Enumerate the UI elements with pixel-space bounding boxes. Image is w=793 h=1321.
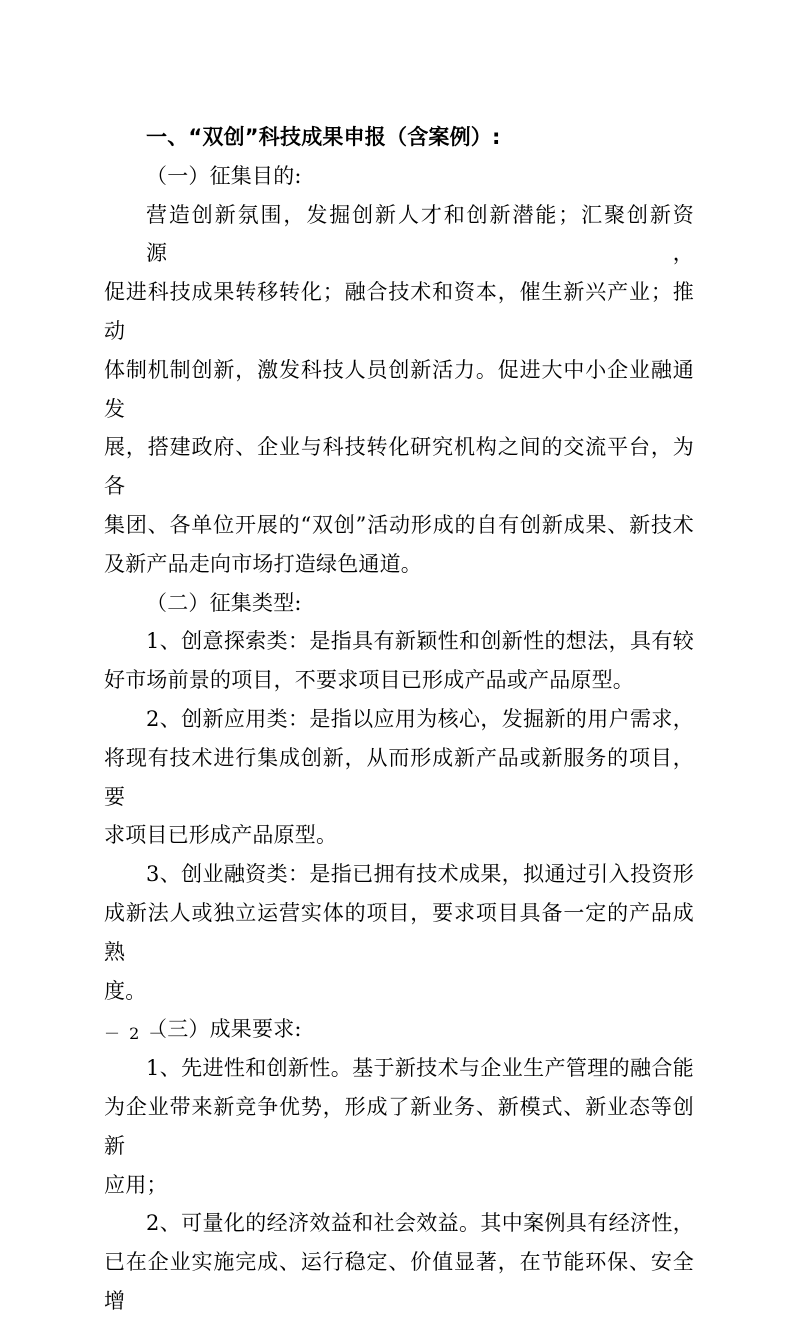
text-line: 2、创新应用类：是指以应用为核心，发掘新的用户需求，: [146, 706, 694, 731]
text-line: 1、先进性和创新性。基于新技术与企业生产管理的融合能: [146, 1056, 694, 1081]
text-line: 好市场前景的项目，不要求项目已形成产品或产品原型。: [104, 668, 634, 693]
text-line: 将现有技术进行集成创新，从而形成新产品或新服务的项目，要: [104, 745, 694, 809]
text-line: 为企业带来新竞争优势，形成了新业务、新模式、新业态等创新: [104, 1094, 694, 1158]
text-line: 集团、各单位开展的“双创”活动形成的自有创新成果、新技术: [104, 512, 694, 537]
text-line: （三）成果要求:: [146, 1017, 302, 1042]
paragraph-lines: [104, 157, 694, 1321]
text-line: 及新产品走向市场打造绿色通道。: [104, 551, 422, 576]
text-line: 度。: [104, 978, 147, 1003]
text-line: 2、可量化的经济效益和社会效益。其中案例具有经济性，: [146, 1211, 694, 1236]
section-heading: 一、“双创”科技成果申报（含案例）:: [146, 125, 501, 149]
text-line: （一）征集目的:: [146, 163, 302, 188]
text-line: 营造创新氛围，发掘创新人才和创新潜能；汇聚创新资源，: [146, 202, 694, 266]
text-line: 已在企业实施完成、运行稳定、价值显著，在节能环保、安全增: [104, 1250, 694, 1313]
text-line: 展，搭建政府、企业与科技转化研究机构之间的交流平台，为各: [104, 435, 694, 499]
page-number: － 2 －: [104, 1024, 167, 1043]
text-line: 成新法人或独立运营实体的项目，要求项目具备一定的产品成熟: [104, 900, 694, 964]
text-line: 应用；: [104, 1172, 168, 1197]
text-line: 求项目已形成产品原型。: [104, 823, 338, 848]
text-line: 促进科技成果转移转化；融合技术和资本，催生新兴产业；推动: [104, 280, 694, 343]
text-line: 1、创意探索类：是指具有新颖性和创新性的想法，具有较: [146, 629, 694, 654]
text-line: （二）征集类型:: [146, 590, 302, 615]
text-line: 体制机制创新，激发科技人员创新活力。促进大中小企业融通发: [104, 357, 694, 421]
document-body: [104, 118, 694, 1321]
text-line: 3、创业融资类：是指已拥有技术成果，拟通过引入投资形: [146, 862, 694, 887]
